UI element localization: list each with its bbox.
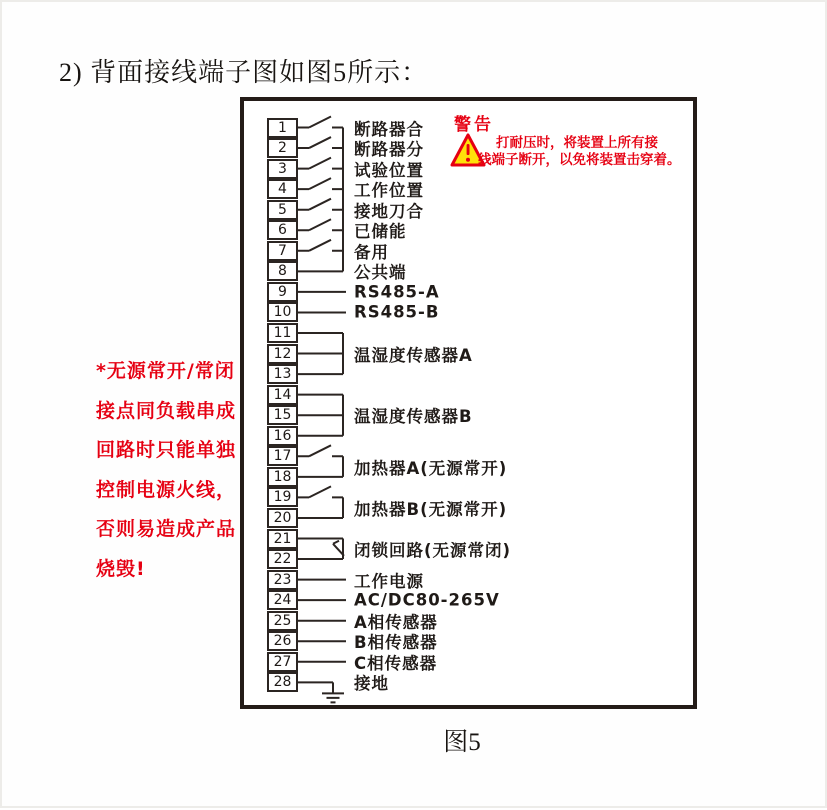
side-note-line: 控制电源火线， [96,478,237,501]
group-label: 加热器B(无源常开) [354,499,508,519]
group-label: 加热器A(无源常开) [354,458,508,478]
terminal-cell: 12 [267,344,298,364]
group-label: 闭锁回路(无源常闭) [354,540,512,560]
terminal-cell: 19 [267,487,298,507]
terminal-cell: 17 [267,446,298,466]
terminal-cell: 25 [267,611,298,631]
terminal-cell: 15 [267,405,298,425]
warning-text-line: 打耐压时，将装置上所有接 [496,135,658,151]
section-title: 2) 背面接线端子图如图5所示： [59,58,429,87]
terminal-cell: 10 [267,302,298,322]
terminal-label: 接地 [354,674,389,694]
warning-title: 警告 [454,115,494,135]
terminal-cell: 26 [267,631,298,651]
terminal-cell: 22 [267,549,298,569]
side-note-line: 回路时只能单独 [96,439,237,461]
terminal-label: 断路器合 [354,119,424,139]
side-note-line: 接点同负载串成 [96,399,237,422]
terminal-cell: 1 [267,118,298,138]
terminal-label: RS485-A [354,282,440,302]
terminal-cell: 28 [267,672,298,692]
group-label: 温湿度传感器A [354,345,473,365]
terminal-cell: 16 [267,426,298,446]
terminal-label: 接地刀合 [354,201,424,221]
terminal-cell: 7 [267,241,298,261]
warning-text-line: 线端子断开，以免将装置击穿着。 [478,152,681,168]
terminal-label: AC/DC80-265V [354,590,500,610]
terminal-label: C相传感器 [354,653,438,673]
terminal-label: 试验位置 [354,160,424,180]
terminal-cell: 3 [267,159,298,179]
terminal-label: 断路器分 [354,140,424,160]
terminal-cell: 23 [267,570,298,590]
terminal-cell: 24 [267,590,298,610]
terminal-cell: 11 [267,323,298,343]
terminal-cell: 4 [267,179,298,199]
side-note [96,352,236,589]
terminal-label: A相传感器 [354,612,438,632]
terminal-label: 工作电源 [354,571,424,591]
terminal-label: 已储能 [354,222,407,242]
terminal-label: 公共端 [354,263,407,283]
figure-caption: 图5 [443,729,481,756]
terminal-cell: 27 [267,652,298,672]
side-note-line: 烧毁! [96,557,146,580]
terminal-cell: 20 [267,508,298,528]
terminal-cell: 13 [267,364,298,384]
terminal-cell: 18 [267,467,298,487]
terminal-cell: 9 [267,282,298,302]
terminal-cell: 2 [267,138,298,158]
terminal-label: 备用 [354,242,389,262]
terminal-label: 工作位置 [354,181,424,201]
terminal-label: B相传感器 [354,633,438,653]
group-label: 温湿度传感器B [354,407,473,427]
terminal-cell: 5 [267,200,298,220]
terminal-cell: 8 [267,261,298,281]
side-note-line: *无源常开/常闭 [96,360,235,382]
terminal-cell: 6 [267,220,298,240]
terminal-cell: 14 [267,385,298,405]
terminal-label: RS485-B [354,302,440,322]
side-note-line: 否则易造成产品 [96,518,237,540]
terminal-cell: 21 [267,529,298,549]
